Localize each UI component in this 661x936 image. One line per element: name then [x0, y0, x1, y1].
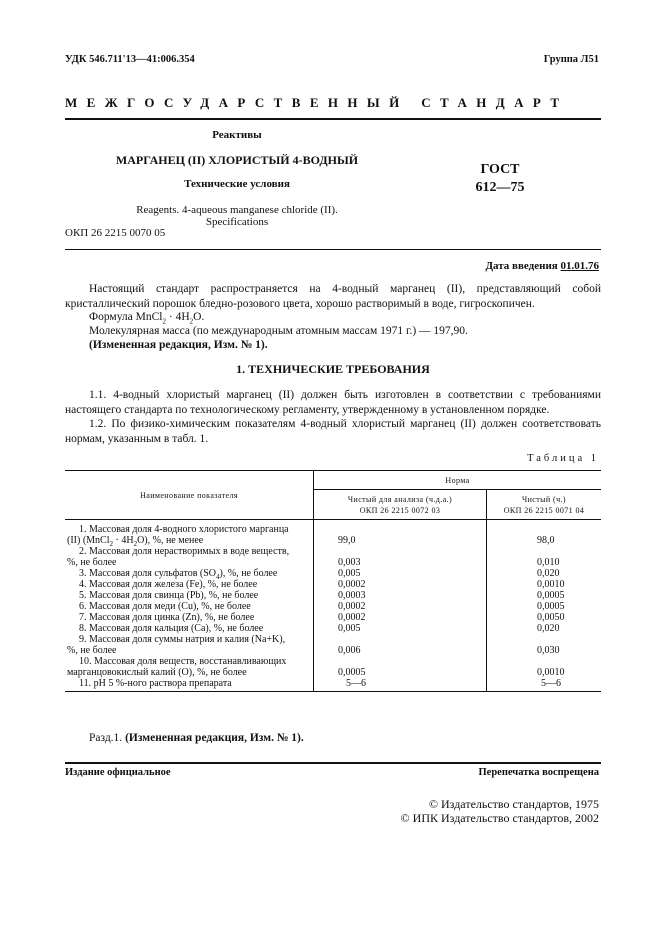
- col-header-name: Наименование показателя: [65, 471, 314, 520]
- table-row: 5. Массовая доля свинца (Pb), %, не более 0,0003 0,0005: [65, 590, 601, 601]
- official-edition: Издание официальное: [65, 767, 171, 778]
- table-row: 4. Массовая доля железа (Fe), %, не более 0,0002 0,0010: [65, 579, 601, 590]
- header-rule: [65, 118, 601, 120]
- english-title-line1: Reagents. 4-aqueous manganese chloride (II).: [136, 204, 338, 216]
- product-subtitle: Технические условия: [184, 178, 290, 190]
- table-row: 11. pH 5 %-ного раствора препарата 5—6 5—6: [65, 678, 601, 692]
- section-amendment-note: Разд.1. (Измененная редакция, Изм. № 1).: [89, 732, 304, 744]
- udk-code: УДК 546.711'13—41:006.354: [65, 54, 195, 65]
- english-title-line2: Specifications: [205, 216, 269, 228]
- effective-date-label: Дата введения: [485, 260, 558, 272]
- gost-label: ГОСТ: [480, 162, 520, 177]
- category-label: Реактивы: [212, 129, 262, 141]
- copyright-2002: © ИПК Издательство стандартов, 2002: [400, 811, 599, 825]
- table-row: 8. Массовая доля кальция (Ca), %, не более 0,005 0,020: [65, 623, 601, 634]
- table-caption: Таблица 1: [527, 453, 599, 464]
- col-header-grade-a: Чистый для анализа (ч.д.а.) ОКП 26 2215 0072 03: [314, 490, 487, 520]
- effective-date: [485, 260, 599, 272]
- norms-table: [65, 470, 601, 692]
- table-row: 10. Массовая доля веществ, восстанавливающих марганцовокислый калий (O), %, не более 0,0005 0,0010: [67, 656, 565, 678]
- section-paragraph-1: 1.1. 4-водный хлористый марганец (II) должен быть изготовлен в соответствии с требованиями настоящего стандарта по технологическому регламенту, утвержденному в установленном порядке.: [65, 389, 601, 416]
- col-header-grade-b: Чистый (ч.) ОКП 26 2215 0071 04: [487, 490, 602, 520]
- product-name: МАРГАНЕЦ (II) ХЛОРИСТЫЙ 4-ВОДНЫЙ: [115, 153, 359, 167]
- group-code: Группа Л51: [543, 54, 599, 65]
- copyright-1975: © Издательство стандартов, 1975: [428, 797, 599, 811]
- section-title: 1. ТЕХНИЧЕСКИЕ ТРЕБОВАНИЯ: [236, 362, 430, 376]
- okp-code: ОКП 26 2215 0070 05: [65, 227, 166, 239]
- table-row: 3. Массовая доля сульфатов $(SO_4)$, %, не более 0,005 0,020: [65, 568, 601, 579]
- table-row: 1. Массовая доля 4-водного хлористого марганца (II) (MnCl$_2$ · $4H_2O$), %, не менее 99,0 98,0: [65, 520, 601, 547]
- standard-header: МЕЖГОСУДАРСТВЕННЫЙ СТАНДАРТ: [65, 95, 569, 110]
- table-row: 9. Массовая доля суммы натрия и калия (Na+K), %, не более 0,006 0,030: [67, 634, 560, 656]
- intro-amendment-note: (Измененная редакция, Изм. № 1).: [89, 339, 268, 351]
- reprint-notice: Перепечатка воспрещена: [478, 767, 599, 778]
- table-row: 7. Массовая доля цинка (Zn), %, не более 0,0002 0,0050: [65, 612, 601, 623]
- chemical-formula: Формула MnCl$_2$ · $4H_2O$.: [89, 311, 205, 326]
- effective-date-value: 01.01.76: [560, 260, 599, 272]
- table-row: 6. Массовая доля меди (Cu), %, не более 0,0002 0,0005: [65, 601, 601, 612]
- molecular-mass: Молекулярная масса (по международным атомным массам 1971 г.) — 197,90.: [89, 325, 468, 337]
- col-header-norm: Норма: [314, 471, 602, 490]
- gost-number: 612—75: [475, 180, 525, 195]
- intro-paragraph: Настоящий стандарт распространяется на 4-водный марганец (II), представляющий собой кристаллический порошок бледно-розового цвета, хорошо растворимый в воде, гигроскопичен.: [65, 283, 601, 310]
- section-paragraph-2: 1.2. По физико-химическим показателям 4-водный хлористый марганец (II) должен соответствовать нормам, указанным в табл. 1.: [65, 418, 601, 445]
- title-rule: [65, 249, 601, 250]
- table-row: 2. Массовая доля нерастворимых в воде веществ, %, не более 0,003 0,010: [67, 546, 560, 568]
- footer-rule: [65, 762, 601, 764]
